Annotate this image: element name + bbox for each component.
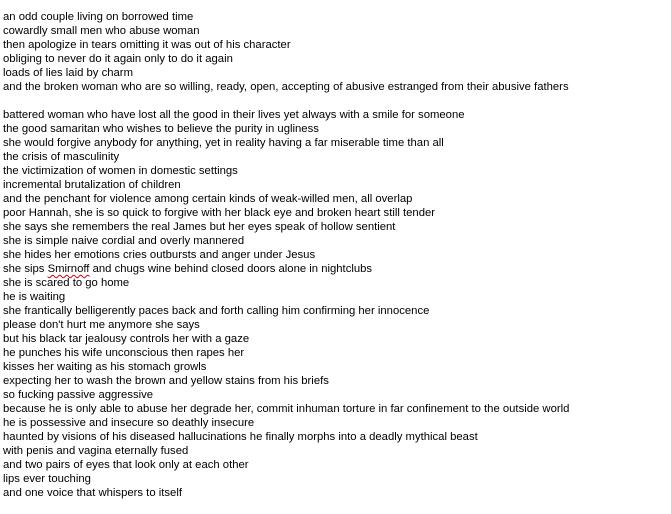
- poem-line: the crisis of masculinity: [3, 151, 120, 163]
- misspelled-word[interactable]: Smirnoff: [47, 263, 90, 275]
- stanza-1: [3, 10, 667, 94]
- poem-line: but his black tar jealousy controls her with a gaze: [3, 333, 250, 345]
- poem-line: she hides her emotions cries outbursts and anger under Jesus: [3, 249, 316, 261]
- poem-line-smirnoff: [3, 262, 667, 276]
- poem-line: haunted by visions of his diseased hallucinations he finally morphs into a deadly mythical beast: [3, 431, 478, 443]
- poem-document: [3, 10, 667, 500]
- poem-line: she is scared to go home: [3, 277, 130, 289]
- poem-line: so fucking passive aggressive: [3, 389, 154, 401]
- line-text-after: and chugs wine behind closed doors alone in nightclubs: [89, 263, 373, 275]
- poem-line: the good samaritan who wishes to believe the purity in ugliness: [3, 123, 319, 135]
- poem-line: battered woman who have lost all the good in their lives yet always with a smile for someone: [3, 109, 465, 121]
- poem-line: lips ever touching: [3, 473, 91, 485]
- poem-line: he is waiting: [3, 291, 66, 303]
- poem-line: expecting her to wash the brown and yellow stains from his briefs: [3, 375, 329, 387]
- poem-line: then apologize in tears omitting it was out of his character: [3, 39, 291, 51]
- poem-line: poor Hannah, she is so quick to forgive with her black eye and broken heart still tender: [3, 207, 436, 219]
- poem-line: she frantically belligerently paces back and forth calling him confirming her innocence: [3, 305, 430, 317]
- poem-line: she says she remembers the real James but her eyes speak of hollow sentient: [3, 221, 396, 233]
- poem-line: loads of lies laid by charm: [3, 67, 133, 79]
- poem-line: and the broken woman who are so willing, ready, open, accepting of abusive estranged from their abusive fathers: [3, 81, 569, 93]
- poem-line: and the penchant for violence among certain kinds of weak-willed men, all overlap: [3, 193, 413, 205]
- line-text-before: she sips: [3, 263, 48, 275]
- poem-line: the victimization of women in domestic settings: [3, 165, 238, 177]
- poem-line: incremental brutalization of children: [3, 179, 181, 191]
- poem-line: and two pairs of eyes that look only at each other: [3, 459, 249, 471]
- poem-line: and one voice that whispers to itself: [3, 487, 182, 499]
- poem-line: kisses her waiting as his stomach growls: [3, 361, 207, 373]
- stanza-2: [3, 108, 667, 500]
- poem-line: cowardly small men who abuse woman: [3, 25, 200, 37]
- poem-line: please don't hurt me anymore she says: [3, 319, 200, 331]
- poem-line: with penis and vagina eternally fused: [3, 445, 189, 457]
- poem-line: she is simple naive cordial and overly mannered: [3, 235, 245, 247]
- stanza-break: [3, 94, 667, 108]
- poem-line: because he is only able to abuse her degrade her, commit inhuman torture in far confinement to the outside world: [3, 403, 570, 415]
- poem-line: obliging to never do it again only to do it again: [3, 53, 233, 65]
- poem-line: she would forgive anybody for anything, yet in reality having a far miserable time than all: [3, 137, 444, 149]
- poem-line: he is possessive and insecure so deathly insecure: [3, 417, 255, 429]
- poem-line: he punches his wife unconscious then rapes her: [3, 347, 245, 359]
- poem-line: an odd couple living on borrowed time: [3, 11, 194, 23]
